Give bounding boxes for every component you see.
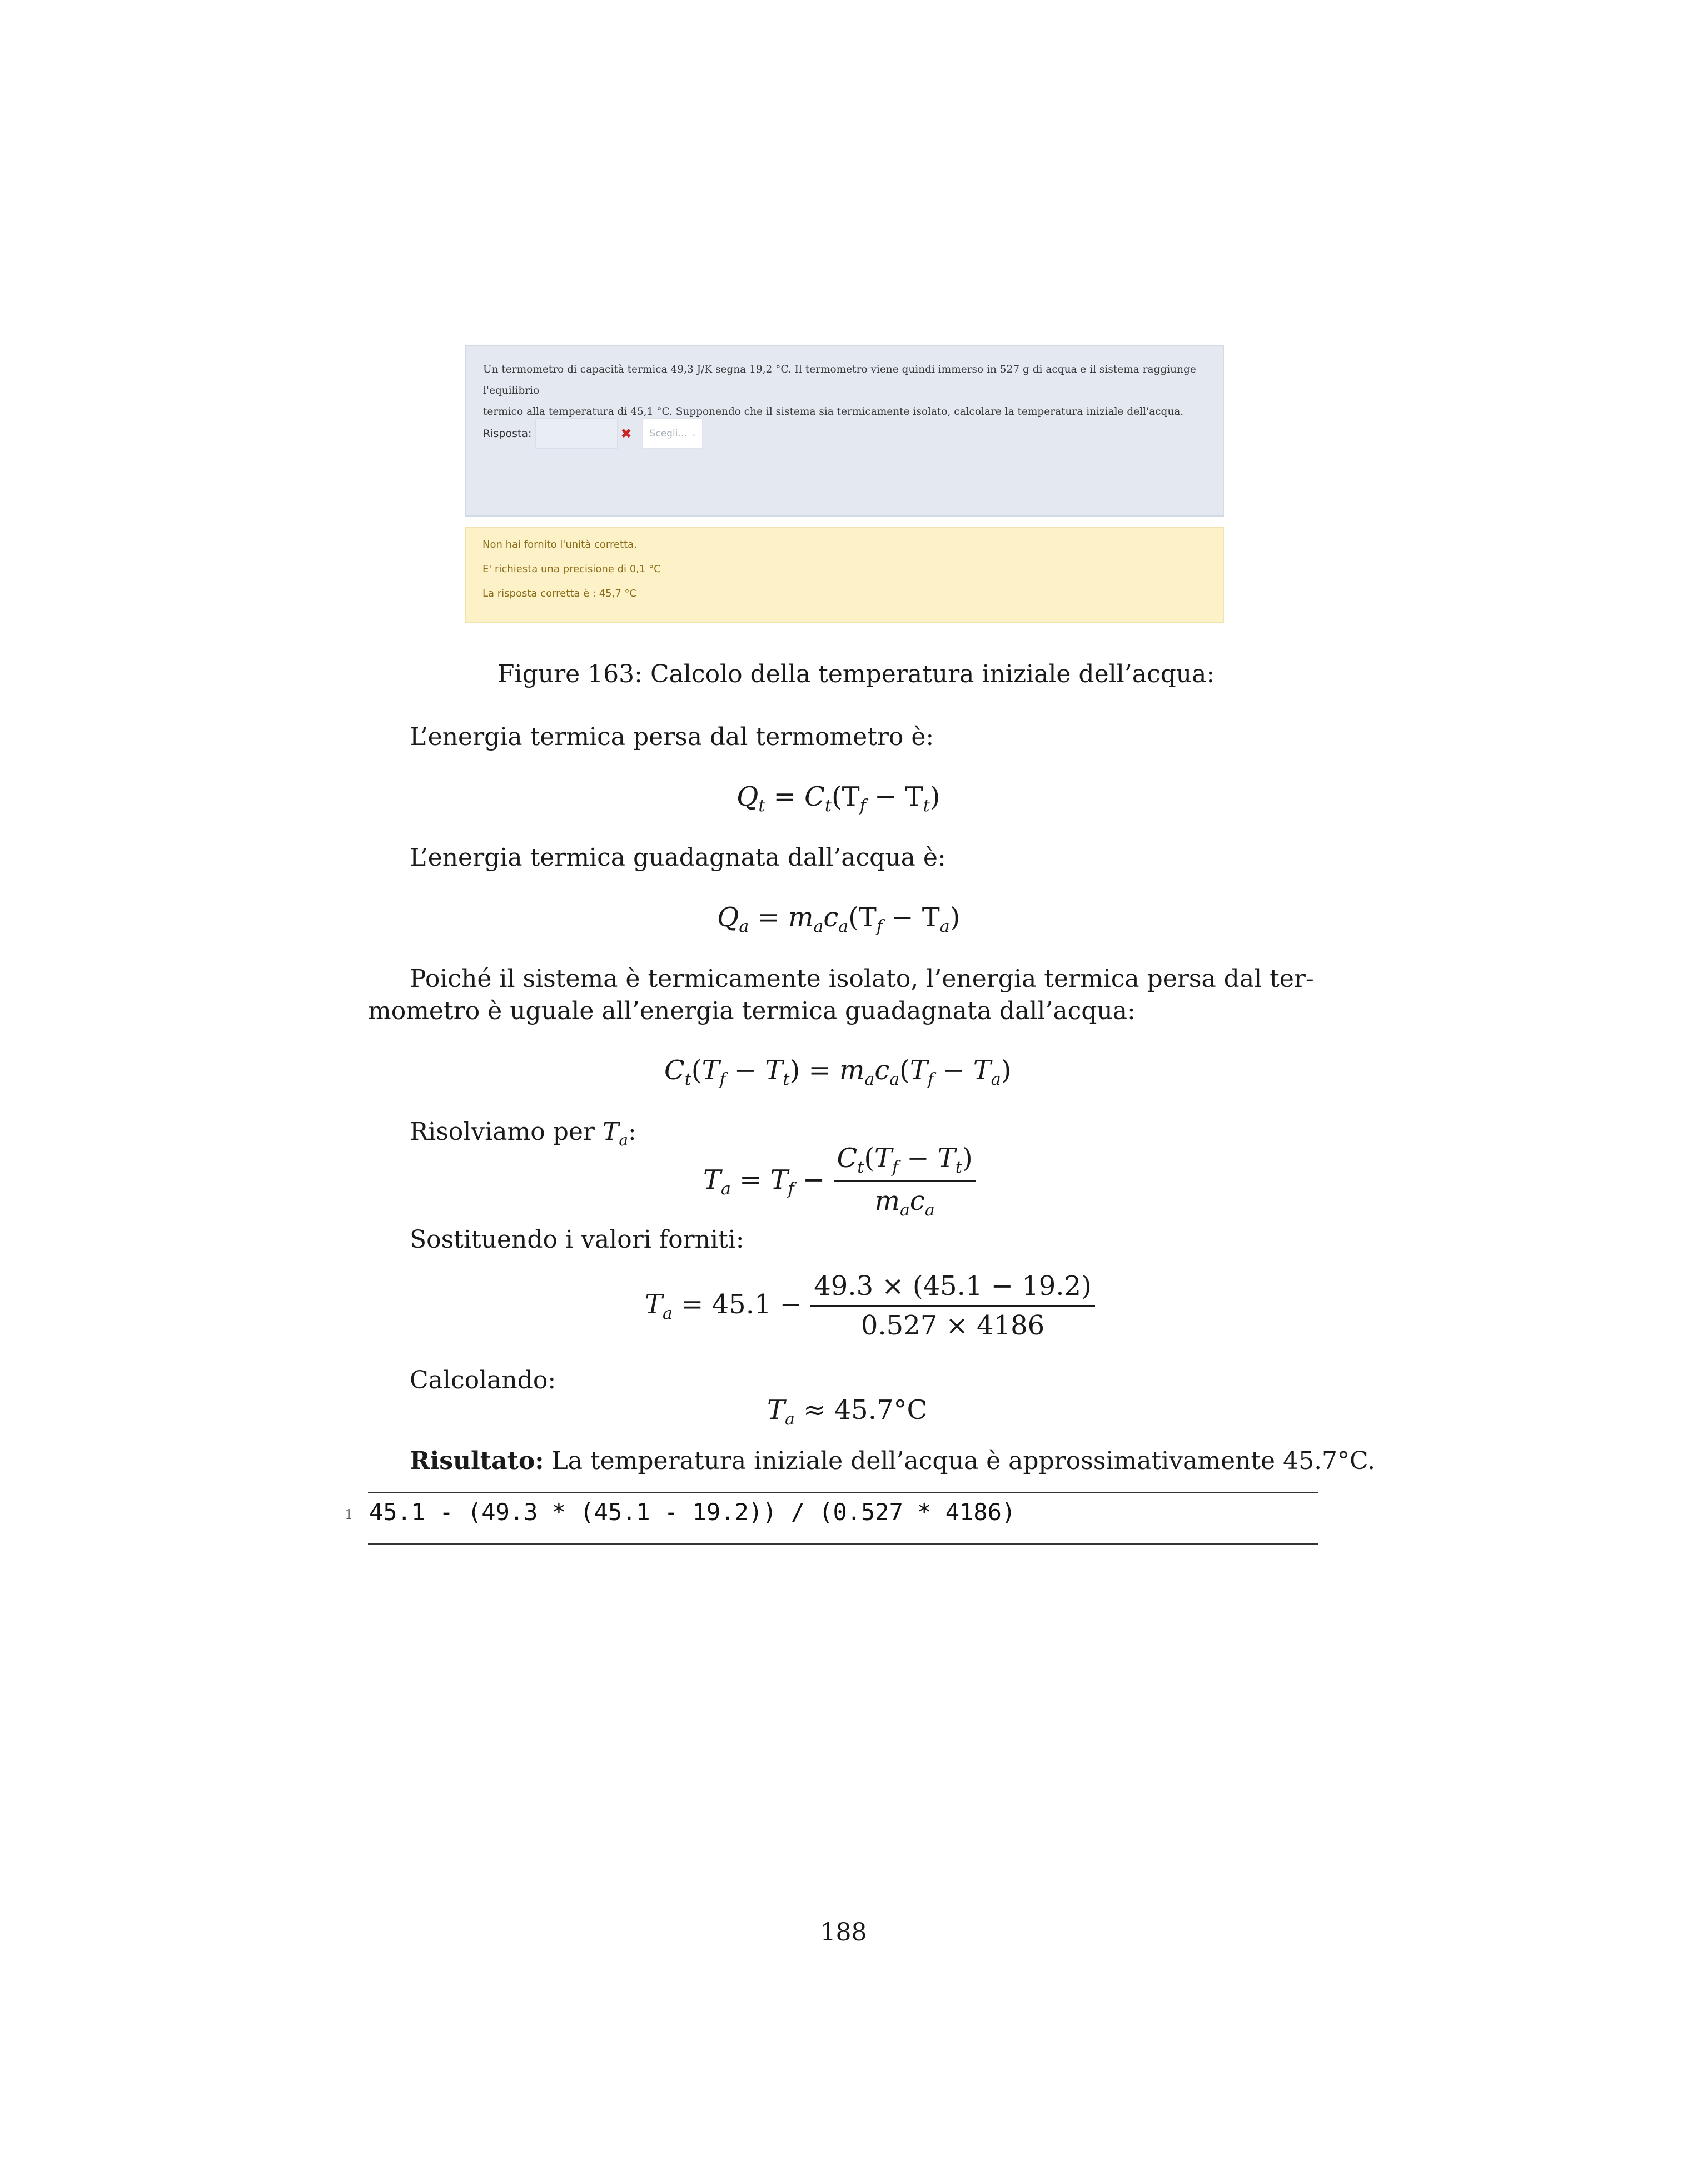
question-text — [483, 359, 1206, 423]
code-rule-top — [368, 1492, 1318, 1493]
unit-select[interactable] — [642, 418, 703, 449]
answer-input[interactable] — [535, 418, 618, 449]
quiz-question-panel — [465, 345, 1224, 517]
fraction-numerator: 49.3 × (45.1 − 19.2) — [810, 1270, 1095, 1307]
feedback-precision-message: E' richiesta una precisione di 0,1 °C — [482, 563, 661, 575]
fraction-denominator: 0.527 × 4186 — [860, 1310, 1045, 1341]
close-icon: ✖ — [620, 426, 632, 441]
question-line-2: termico alla temperatura di 45,1 °C. Supponendo che il sistema sia termicamente isolato, calcolare la temperatura iniziale dell'acqua. — [483, 406, 1184, 418]
code-rule-bottom — [368, 1543, 1318, 1545]
code-line-number: 1 — [345, 1507, 354, 1522]
result-sentence — [410, 1446, 1375, 1477]
chevron-down-icon: ⌄ — [691, 430, 697, 438]
figure-caption: Figure 163: Calcolo della temperatura iniziale dell’acqua: — [497, 660, 1215, 688]
equation-heat-water: $Q_a = m_ac_a(T_f - T_a)$ — [717, 902, 961, 936]
feedback-correct-answer: La risposta corretta è : 45,7 °C — [482, 588, 637, 599]
result-label: Risultato: — [410, 1447, 544, 1475]
equation-heat-thermometer: $Q_t = C_t(T_f - T_t)$ — [736, 781, 940, 816]
answer-row — [483, 418, 703, 449]
equation-energy-balance: $C_t(T_f - T_t) = m_ac_a(T_f - T_a)$ — [664, 1055, 1012, 1089]
page-number: 188 — [820, 1918, 867, 1947]
equation-solved: $T_a = T_f$ − $\frac{C_t(T_f - T_t)}{m_ac_a}$ — [703, 1143, 976, 1220]
feedback-panel — [465, 527, 1224, 623]
paragraph-calculating: Calcolando: — [410, 1366, 556, 1394]
answer-label: Risposta: — [483, 428, 532, 440]
code-listing: 45.1 - (49.3 * (45.1 - 19.2)) / (0.527 * 4186) — [369, 1498, 1016, 1526]
feedback-unit-message: Non hai fornito l'unità corretta. — [482, 539, 637, 550]
paragraph-energy-gained: L’energia termica guadagnata dall’acqua è: — [410, 843, 946, 872]
paragraph-substituting: Sostituendo i valori forniti: — [410, 1225, 744, 1254]
unit-select-value: Scegli... — [649, 428, 687, 439]
result-text: La temperatura iniziale dell’acqua è approssimativamente 45.7°C. — [544, 1447, 1376, 1475]
paragraph-energy-lost: L’energia termica persa dal termometro è: — [410, 723, 934, 751]
equation-result: $T_a \approx 45.7^\circ C$ — [767, 1394, 928, 1429]
paragraph-isolated-line-2: mometro è uguale all’energia termica guadagnata dall’acqua: — [368, 997, 1136, 1025]
paragraph-solve-for: Risolviamo per $T_a$: — [410, 1118, 636, 1149]
question-line-1: Un termometro di capacità termica 49,3 J/K segna 19,2 °C. Il termometro viene quindi immerso in 527 g di acqua e il sistema raggiunge l'equilibrio — [483, 364, 1196, 396]
paragraph-isolated-line-1: Poiché il sistema è termicamente isolato, l’energia termica persa dal ter- — [410, 965, 1314, 993]
equation-substituted: $T_a = 45.1$ − $\frac{49.3 \times (45.1 - 19.2)}{0.527 \times 4186}$ — [645, 1270, 1095, 1341]
